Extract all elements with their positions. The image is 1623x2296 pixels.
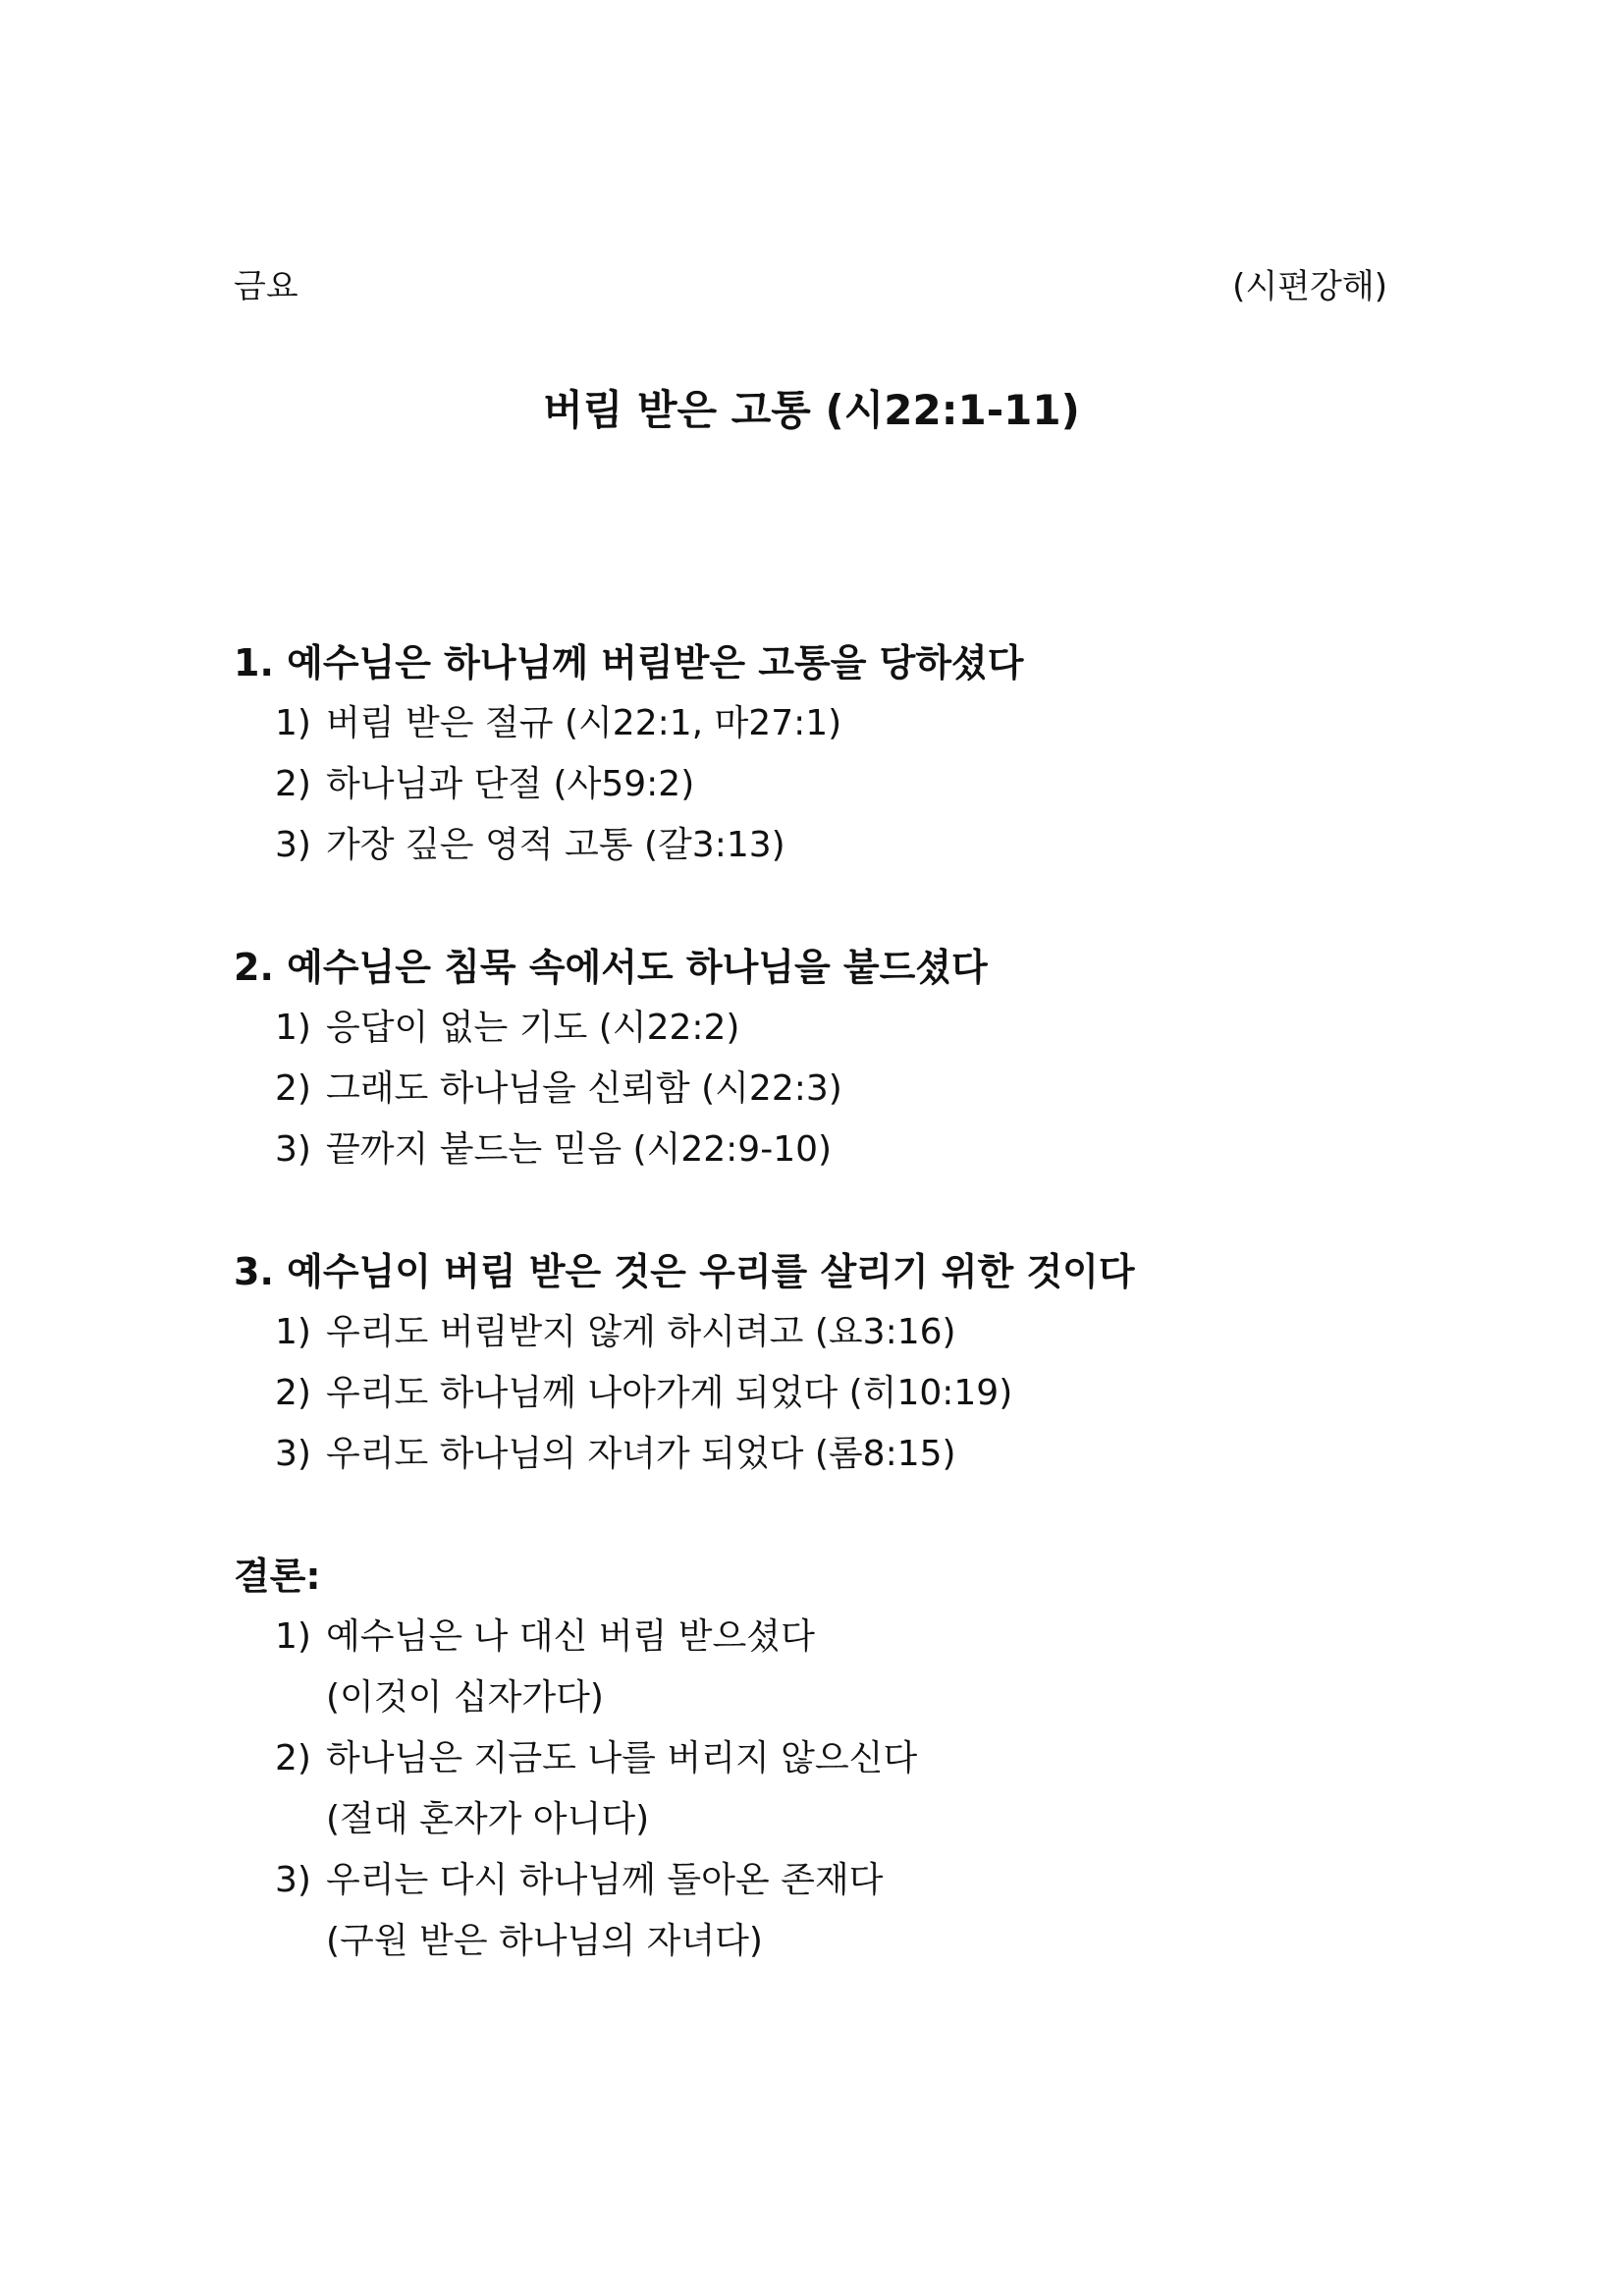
item-text: 하나님은 지금도 나를 버리지 않으신다 [326,1738,918,1778]
item-text: 우리도 하나님의 자녀가 되었다 (롬8:15) [326,1434,956,1474]
section-heading: 1. 예수님은 하나님께 버림받은 고통을 당하셨다 [234,641,1024,684]
item-number: 2) [275,1738,311,1778]
item-number: 1) [275,1008,311,1048]
item-text: 그래도 하나님을 신뢰함 (시22:3) [326,1068,842,1109]
item-number: 3) [275,825,311,865]
item-text: 버림 받은 절규 (시22:1, 마27:1) [326,703,842,743]
header-day-label: 금요 [234,267,298,306]
header-series-label: (시편강해) [1232,267,1387,306]
outline-item [234,754,1392,815]
item-number: 1) [275,1616,311,1657]
item-text: 예수님은 나 대신 버림 받으셨다 [326,1616,815,1657]
item-text: 하나님과 단절 (사59:2) [326,764,695,804]
conclusion-item [234,1607,1392,1728]
outline-item [234,693,1392,754]
item-subtext: (구원 받은 하나님의 자녀다) [326,1921,763,1961]
section-items [234,693,1392,876]
conclusion-section [234,1546,1392,1972]
item-text: 응답이 없는 기도 (시22:2) [326,1008,740,1048]
sermon-title: 버림 받은 고통 (시22:1-11) [543,386,1080,434]
item-text: 우리는 다시 하나님께 돌아온 존재다 [326,1860,884,1900]
item-text: 가장 깊은 영적 고통 (갈3:13) [326,825,785,865]
outline-item [234,1302,1392,1363]
outline-item [234,1059,1392,1120]
outline-item [234,1424,1392,1485]
outline-section [234,632,1392,876]
outline-section [234,1241,1392,1485]
conclusion-item [234,1850,1392,1972]
item-number: 3) [275,1129,311,1170]
item-subtext: (이것이 십자가다) [326,1677,604,1718]
section-heading: 2. 예수님은 침묵 속에서도 하나님을 붙드셨다 [234,946,988,989]
item-text: 우리도 버림받지 않게 하시려고 (요3:16) [326,1312,956,1352]
item-number: 3) [275,1434,311,1474]
item-number: 2) [275,764,311,804]
outline-section [234,937,1392,1180]
section-items [234,1302,1392,1485]
item-text: 끝까지 붙드는 믿음 (시22:9-10) [326,1129,833,1170]
item-text: 우리도 하나님께 나아가게 되었다 (히10:19) [326,1373,1013,1413]
item-number: 2) [275,1373,311,1413]
item-number: 2) [275,1068,311,1109]
conclusion-heading: 결론: [234,1555,321,1598]
section-items [234,998,1392,1180]
outline-item [234,815,1392,876]
item-number: 3) [275,1860,311,1900]
item-subtext: (절대 혼자가 아니다) [326,1799,650,1839]
conclusion-items [234,1607,1392,1972]
sermon-outline [234,632,1392,2033]
conclusion-item [234,1728,1392,1850]
section-heading: 3. 예수님이 버림 받은 것은 우리를 살리기 위한 것이다 [234,1250,1135,1293]
item-number: 1) [275,703,311,743]
item-number: 1) [275,1312,311,1352]
outline-item [234,1120,1392,1180]
outline-item [234,998,1392,1059]
outline-item [234,1363,1392,1424]
